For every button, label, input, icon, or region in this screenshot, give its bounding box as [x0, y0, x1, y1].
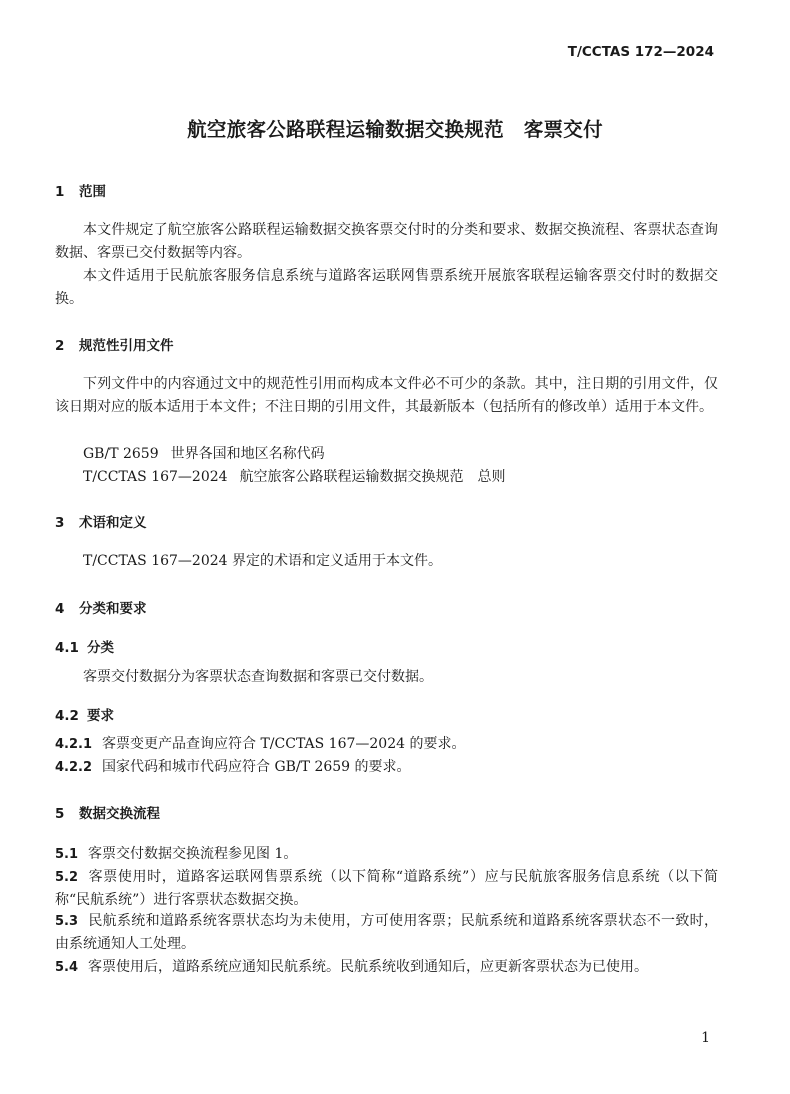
section-number: 4	[55, 601, 65, 617]
subsection-number: 4.2	[55, 708, 79, 724]
section-1-heading	[55, 180, 106, 200]
section-1-paragraph-2: 本文件适用于民航旅客服务信息系统与道路客运联网售票系统开展旅客联程运输客票交付时的数据交换。	[55, 268, 718, 307]
clause-text: 客票使用时，道路客运联网售票系统（以下简称“道路系统”）应与民航旅客服务信息系统（以下简称“民航系统”）进行客票状态数据交换。	[55, 869, 718, 908]
section-number: 2	[55, 338, 65, 354]
clause-5-4	[55, 956, 718, 979]
clause-number: 5.2	[55, 870, 79, 885]
section-number: 3	[55, 515, 65, 531]
subsection-4-1-heading	[55, 636, 114, 656]
section-title: 数据交换流程	[79, 806, 160, 822]
clause-text: 客票变更产品查询应符合 T/CCTAS 167—2024 的要求。	[102, 736, 466, 752]
reference-code: T/CCTAS 167—2024	[83, 469, 228, 485]
subsection-4-2-heading	[55, 704, 114, 724]
clause-5-2	[55, 866, 718, 912]
reference-item	[83, 466, 506, 486]
subsection-number: 4.1	[55, 640, 79, 656]
standard-number: T/CCTAS 172—2024	[567, 44, 714, 60]
section-3-paragraph-1: T/CCTAS 167—2024 界定的术语和定义适用于本文件。	[83, 553, 443, 569]
section-2-heading	[55, 334, 174, 354]
reference-name: 航空旅客公路联程运输数据交换规范 总则	[239, 469, 506, 485]
section-number: 1	[55, 184, 65, 200]
document-title: 航空旅客公路联程运输数据交换规范 客票交付	[187, 118, 603, 141]
clause-text: 客票使用后，道路系统应通知民航系统。民航系统收到通知后，应更新客票状态为已使用。	[88, 959, 649, 975]
clause-number: 5.3	[55, 914, 79, 929]
section-title: 规范性引用文件	[79, 338, 174, 354]
section-4-heading	[55, 597, 147, 617]
subsection-4-1-paragraph: 客票交付数据分为客票状态查询数据和客票已交付数据。	[83, 669, 433, 685]
subsection-title: 分类	[87, 640, 114, 656]
section-1-paragraph-1: 本文件规定了航空旅客公路联程运输数据交换客票交付时的分类和要求、数据交换流程、客票状态查询数据、客票已交付数据等内容。	[55, 222, 718, 261]
clause-5-3	[55, 910, 718, 956]
clause-5-1	[55, 843, 718, 866]
reference-name: 世界各国和地区名称代码	[170, 446, 325, 462]
clause-text: 民航系统和道路系统客票状态均为未使用，方可使用客票；民航系统和道路系统客票状态不一致时，由系统通知人工处理。	[55, 913, 718, 952]
clause-text: 客票交付数据交换流程参见图 1。	[88, 846, 298, 862]
section-title: 术语和定义	[79, 515, 147, 531]
clause-number: 5.4	[55, 960, 79, 975]
section-number: 5	[55, 806, 65, 822]
reference-code: GB/T 2659	[83, 446, 159, 462]
section-title: 范围	[79, 184, 106, 200]
clause-number: 4.2.2	[55, 760, 93, 775]
section-title: 分类和要求	[79, 601, 147, 617]
reference-item	[83, 443, 325, 463]
section-3-heading	[55, 511, 147, 531]
section-2-paragraph-1: 下列文件中的内容通过文中的规范性引用而构成本文件必不可少的条款。其中，注日期的引用文件，仅该日期对应的版本适用于本文件；不注日期的引用文件，其最新版本（包括所有的修改单）适用于本文件。	[55, 376, 718, 415]
section-5-heading	[55, 802, 160, 822]
clause-4-2-1	[55, 733, 718, 756]
clause-text: 国家代码和城市代码应符合 GB/T 2659 的要求。	[102, 759, 411, 775]
page-number: 1	[701, 1030, 710, 1046]
subsection-title: 要求	[87, 708, 114, 724]
clause-number: 4.2.1	[55, 737, 93, 752]
clause-number: 5.1	[55, 847, 79, 862]
clause-4-2-2	[55, 756, 718, 779]
